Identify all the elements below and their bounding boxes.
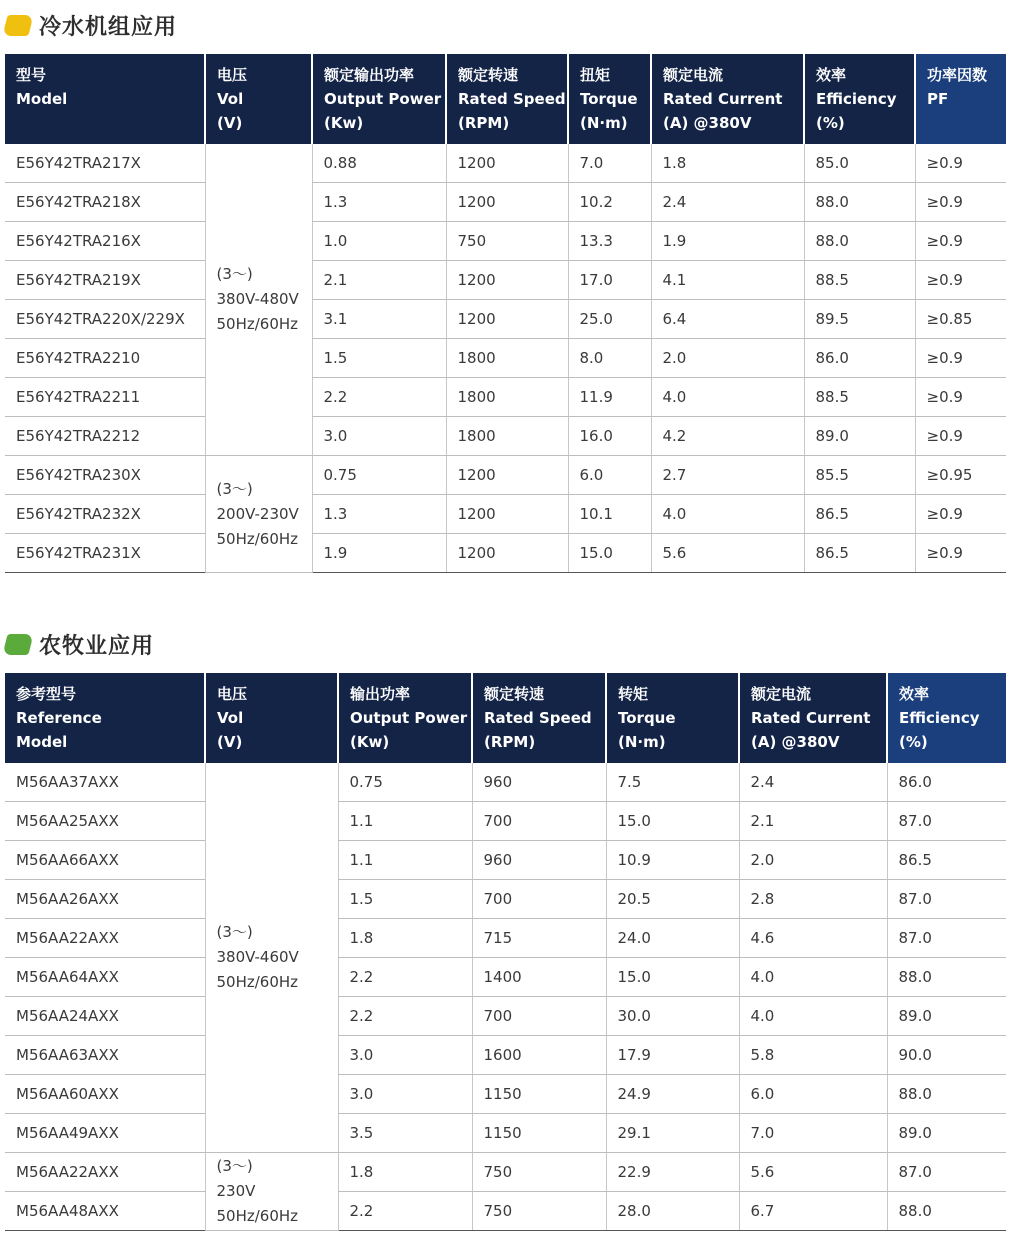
cell-power: 3.1 (312, 300, 446, 339)
cell-power: 1.3 (312, 495, 446, 534)
cell-current: 4.0 (739, 958, 887, 997)
column-header-line: (V) (217, 733, 243, 751)
cell-speed: 700 (472, 997, 606, 1036)
column-header-line: Efficiency (899, 709, 980, 727)
cell-power: 3.0 (338, 1036, 472, 1075)
column-header (5, 673, 205, 763)
cell-speed: 1200 (446, 495, 568, 534)
cell-pf: ≥0.9 (915, 378, 1006, 417)
cell-speed: 1150 (472, 1075, 606, 1114)
column-header (606, 673, 739, 763)
column-header (887, 673, 1006, 763)
cell-power: 2.2 (338, 1192, 472, 1231)
cell-pf: ≥0.9 (915, 261, 1006, 300)
cell-model: E56Y42TRA216X (5, 222, 205, 261)
column-header-line: 电压 (217, 66, 248, 84)
column-header-line: (V) (217, 114, 243, 132)
column-header-line: 电压 (217, 685, 248, 703)
cell-efficiency: 85.0 (804, 144, 915, 183)
column-header-line: Vol (217, 709, 244, 727)
cell-torque: 16.0 (568, 417, 651, 456)
cell-model: M56AA63AXX (5, 1036, 205, 1075)
table-row (5, 802, 1006, 841)
column-header-line: Efficiency (816, 90, 897, 108)
column-header-line: 扭矩 (580, 66, 611, 84)
table-row (5, 456, 1006, 495)
cell-model: E56Y42TRA218X (5, 183, 205, 222)
cell-model: M56AA37AXX (5, 763, 205, 802)
cell-torque: 17.0 (568, 261, 651, 300)
cell-speed: 1200 (446, 261, 568, 300)
cell-power: 2.2 (338, 958, 472, 997)
cell-speed: 1800 (446, 378, 568, 417)
cell-efficiency: 88.0 (804, 183, 915, 222)
column-header-line: (A) @380V (663, 114, 752, 132)
cell-pf: ≥0.9 (915, 534, 1006, 573)
voltage-line: (3～) (216, 265, 253, 283)
cell-current: 6.4 (651, 300, 804, 339)
table-row (5, 144, 1006, 183)
cell-model: M56AA64AXX (5, 958, 205, 997)
cell-speed: 1200 (446, 456, 568, 495)
table-row (5, 300, 1006, 339)
cell-torque: 24.0 (606, 919, 739, 958)
column-header-line: Vol (217, 90, 244, 108)
cell-current: 5.6 (739, 1153, 887, 1192)
chiller-spec-table (5, 54, 1006, 573)
voltage-cell (205, 456, 312, 573)
column-header-line: 额定转速 (458, 66, 519, 84)
agriculture-section-title (5, 629, 154, 659)
column-header-line: (N·m) (580, 114, 628, 132)
table-row (5, 919, 1006, 958)
column-header-line: (Kw) (350, 733, 390, 751)
section-title-text: 冷水机组应用 (39, 14, 178, 40)
cell-efficiency: 89.5 (804, 300, 915, 339)
section-title-text: 农牧业应用 (39, 633, 155, 659)
cell-speed: 1200 (446, 183, 568, 222)
table-row (5, 841, 1006, 880)
table-row (5, 222, 1006, 261)
cell-power: 1.5 (312, 339, 446, 378)
cell-speed: 1200 (446, 534, 568, 573)
column-header (804, 54, 915, 144)
cell-torque: 10.1 (568, 495, 651, 534)
cell-power: 2.2 (338, 997, 472, 1036)
voltage-line: 230V (216, 1182, 256, 1200)
cell-speed: 750 (446, 222, 568, 261)
cell-torque: 25.0 (568, 300, 651, 339)
table-row (5, 1036, 1006, 1075)
leaf-icon (2, 634, 33, 655)
cell-model: E56Y42TRA219X (5, 261, 205, 300)
cell-model: M56AA66AXX (5, 841, 205, 880)
cell-efficiency: 85.5 (804, 456, 915, 495)
cell-efficiency: 88.0 (887, 1192, 1006, 1231)
cell-torque: 15.0 (606, 802, 739, 841)
table-row (5, 1192, 1006, 1231)
cell-power: 1.8 (338, 1153, 472, 1192)
cell-current: 2.4 (739, 763, 887, 802)
cell-model: M56AA26AXX (5, 880, 205, 919)
cell-model: M56AA22AXX (5, 919, 205, 958)
voltage-line: 200V-230V (216, 504, 299, 523)
cell-pf: ≥0.9 (915, 222, 1006, 261)
column-header-line: 功率因数 (927, 66, 988, 84)
column-header-line: (A) @380V (751, 733, 840, 751)
cell-power: 0.75 (338, 763, 472, 802)
column-header-line: 额定电流 (663, 66, 724, 84)
cell-efficiency: 86.5 (804, 495, 915, 534)
cell-torque: 15.0 (606, 958, 739, 997)
cell-torque: 10.9 (606, 841, 739, 880)
cell-current: 2.0 (651, 339, 804, 378)
table-row (5, 534, 1006, 573)
column-header-line: 型号 (16, 66, 47, 84)
cell-current: 6.0 (739, 1075, 887, 1114)
column-header (5, 54, 205, 144)
column-header-line: (RPM) (458, 114, 510, 132)
cell-model: E56Y42TRA220X/229X (5, 300, 205, 339)
cell-speed: 1400 (472, 958, 606, 997)
column-header-line: Output Power (324, 90, 442, 108)
cell-speed: 1200 (446, 300, 568, 339)
cell-efficiency: 87.0 (887, 919, 1006, 958)
column-header-line: 效率 (899, 685, 930, 703)
cell-model: E56Y42TRA217X (5, 144, 205, 183)
column-header-line: (%) (816, 114, 845, 132)
cell-torque: 7.5 (606, 763, 739, 802)
column-header-line: (N·m) (618, 733, 666, 751)
table-row (5, 763, 1006, 802)
cell-efficiency: 87.0 (887, 1153, 1006, 1192)
column-header-line: 额定电流 (751, 685, 812, 703)
cell-power: 1.3 (312, 183, 446, 222)
cell-torque: 20.5 (606, 880, 739, 919)
cell-efficiency: 86.0 (804, 339, 915, 378)
cell-speed: 1800 (446, 417, 568, 456)
cell-current: 4.0 (651, 378, 804, 417)
cell-efficiency: 88.0 (887, 958, 1006, 997)
cell-power: 3.0 (338, 1075, 472, 1114)
cell-speed: 700 (472, 880, 606, 919)
cell-efficiency: 89.0 (887, 997, 1006, 1036)
cell-speed: 1600 (472, 1036, 606, 1075)
voltage-line: (3～) (216, 1157, 253, 1175)
cell-power: 3.5 (338, 1114, 472, 1153)
cell-efficiency: 86.5 (887, 841, 1006, 880)
cell-power: 1.8 (338, 919, 472, 958)
cell-pf: ≥0.9 (915, 183, 1006, 222)
cell-pf: ≥0.9 (915, 144, 1006, 183)
cell-efficiency: 88.0 (804, 222, 915, 261)
column-header-line: Output Power (350, 709, 468, 727)
cell-speed: 750 (472, 1153, 606, 1192)
cell-pf: ≥0.9 (915, 339, 1006, 378)
column-header-line: Rated Current (751, 709, 871, 727)
column-header-line: 输出功率 (350, 685, 411, 703)
column-header-line: Rated Speed (484, 709, 592, 727)
cell-model: E56Y42TRA231X (5, 534, 205, 573)
table-row (5, 495, 1006, 534)
table-row (5, 339, 1006, 378)
cell-current: 2.7 (651, 456, 804, 495)
cell-speed: 700 (472, 802, 606, 841)
cell-torque: 30.0 (606, 997, 739, 1036)
cell-model: M56AA49AXX (5, 1114, 205, 1153)
cell-torque: 15.0 (568, 534, 651, 573)
cell-power: 1.5 (338, 880, 472, 919)
cell-efficiency: 88.5 (804, 378, 915, 417)
table-row (5, 261, 1006, 300)
cell-speed: 960 (472, 763, 606, 802)
cell-torque: 29.1 (606, 1114, 739, 1153)
table-row (5, 880, 1006, 919)
cell-current: 5.6 (651, 534, 804, 573)
cell-model: E56Y42TRA232X (5, 495, 205, 534)
cell-current: 7.0 (739, 1114, 887, 1153)
voltage-line: (3～) (216, 479, 253, 498)
cell-current: 4.0 (739, 997, 887, 1036)
cell-power: 0.75 (312, 456, 446, 495)
table-row (5, 1075, 1006, 1114)
cell-model: E56Y42TRA2211 (5, 378, 205, 417)
cell-efficiency: 89.0 (804, 417, 915, 456)
agriculture-spec-table (5, 673, 1006, 1231)
cell-efficiency: 88.5 (804, 261, 915, 300)
cell-current: 2.8 (739, 880, 887, 919)
table-row (5, 183, 1006, 222)
column-header-line: Rated Current (663, 90, 783, 108)
cell-torque: 13.3 (568, 222, 651, 261)
cell-model: M56AA48AXX (5, 1192, 205, 1231)
cell-efficiency: 90.0 (887, 1036, 1006, 1075)
cell-model: E56Y42TRA2212 (5, 417, 205, 456)
cell-torque: 24.9 (606, 1075, 739, 1114)
voltage-cell (205, 763, 338, 1153)
cell-model: E56Y42TRA2210 (5, 339, 205, 378)
chiller-section-title (5, 10, 177, 40)
column-header-line: Reference (16, 709, 102, 727)
cell-current: 1.8 (651, 144, 804, 183)
column-header (312, 54, 446, 144)
voltage-line: 50Hz/60Hz (216, 529, 299, 548)
column-header (205, 54, 312, 144)
cell-speed: 750 (472, 1192, 606, 1231)
column-header (651, 54, 804, 144)
column-header-line: (RPM) (484, 733, 536, 751)
cell-power: 1.1 (338, 841, 472, 880)
column-header-line: Rated Speed (458, 90, 566, 108)
cell-power: 1.1 (338, 802, 472, 841)
column-header-line: PF (927, 90, 949, 108)
column-header (915, 54, 1006, 144)
cell-model: M56AA24AXX (5, 997, 205, 1036)
column-header (739, 673, 887, 763)
cell-speed: 715 (472, 919, 606, 958)
cell-torque: 22.9 (606, 1153, 739, 1192)
cell-model: M56AA22AXX (5, 1153, 205, 1192)
cell-torque: 8.0 (568, 339, 651, 378)
voltage-line: 380V-460V (216, 948, 299, 966)
cell-pf: ≥0.95 (915, 456, 1006, 495)
cell-pf: ≥0.9 (915, 417, 1006, 456)
column-header-line: Torque (580, 90, 638, 108)
column-header (446, 54, 568, 144)
voltage-line: (3～) (216, 923, 253, 941)
voltage-cell (205, 1153, 338, 1231)
cell-current: 5.8 (739, 1036, 887, 1075)
voltage-line: 50Hz/60Hz (216, 973, 299, 991)
table-row (5, 1114, 1006, 1153)
cell-current: 2.1 (739, 802, 887, 841)
cell-efficiency: 89.0 (887, 1114, 1006, 1153)
cell-efficiency: 87.0 (887, 880, 1006, 919)
table-row (5, 1153, 1006, 1192)
column-header (205, 673, 338, 763)
cell-speed: 1800 (446, 339, 568, 378)
cell-speed: 960 (472, 841, 606, 880)
cell-current: 4.1 (651, 261, 804, 300)
table-row (5, 997, 1006, 1036)
voltage-line: 50Hz/60Hz (216, 1207, 299, 1225)
column-header (568, 54, 651, 144)
leaf-icon (2, 15, 33, 36)
cell-torque: 11.9 (568, 378, 651, 417)
cell-efficiency: 86.5 (804, 534, 915, 573)
table-row (5, 958, 1006, 997)
cell-pf: ≥0.85 (915, 300, 1006, 339)
cell-current: 4.2 (651, 417, 804, 456)
column-header (472, 673, 606, 763)
cell-model: M56AA60AXX (5, 1075, 205, 1114)
cell-pf: ≥0.9 (915, 495, 1006, 534)
cell-efficiency: 88.0 (887, 1075, 1006, 1114)
cell-model: M56AA25AXX (5, 802, 205, 841)
column-header-line: 额定输出功率 (324, 66, 415, 84)
voltage-line: 50Hz/60Hz (216, 315, 299, 333)
column-header (338, 673, 472, 763)
column-header-line: (%) (899, 733, 928, 751)
cell-power: 3.0 (312, 417, 446, 456)
cell-power: 0.88 (312, 144, 446, 183)
voltage-line: 380V-480V (216, 290, 299, 308)
cell-efficiency: 86.0 (887, 763, 1006, 802)
table-row (5, 417, 1006, 456)
cell-power: 1.9 (312, 534, 446, 573)
cell-speed: 1200 (446, 144, 568, 183)
cell-current: 6.7 (739, 1192, 887, 1231)
column-header-line: Model (16, 733, 68, 751)
cell-power: 1.0 (312, 222, 446, 261)
cell-current: 4.0 (651, 495, 804, 534)
column-header-line: 额定转速 (484, 685, 545, 703)
column-header-line: Torque (618, 709, 676, 727)
table-header-row (5, 54, 1006, 144)
cell-current: 2.4 (651, 183, 804, 222)
column-header-line: Model (16, 90, 68, 108)
cell-efficiency: 87.0 (887, 802, 1006, 841)
column-header-line: 转矩 (618, 685, 649, 703)
cell-speed: 1150 (472, 1114, 606, 1153)
cell-current: 2.0 (739, 841, 887, 880)
cell-current: 1.9 (651, 222, 804, 261)
cell-torque: 17.9 (606, 1036, 739, 1075)
cell-power: 2.1 (312, 261, 446, 300)
cell-torque: 6.0 (568, 456, 651, 495)
cell-power: 2.2 (312, 378, 446, 417)
cell-torque: 7.0 (568, 144, 651, 183)
cell-torque: 10.2 (568, 183, 651, 222)
cell-current: 4.6 (739, 919, 887, 958)
table-row (5, 378, 1006, 417)
table-header-row (5, 673, 1006, 763)
column-header-line: 参考型号 (16, 685, 77, 703)
voltage-cell (205, 144, 312, 456)
cell-torque: 28.0 (606, 1192, 739, 1231)
column-header-line: 效率 (816, 66, 847, 84)
cell-model: E56Y42TRA230X (5, 456, 205, 495)
column-header-line: (Kw) (324, 114, 364, 132)
